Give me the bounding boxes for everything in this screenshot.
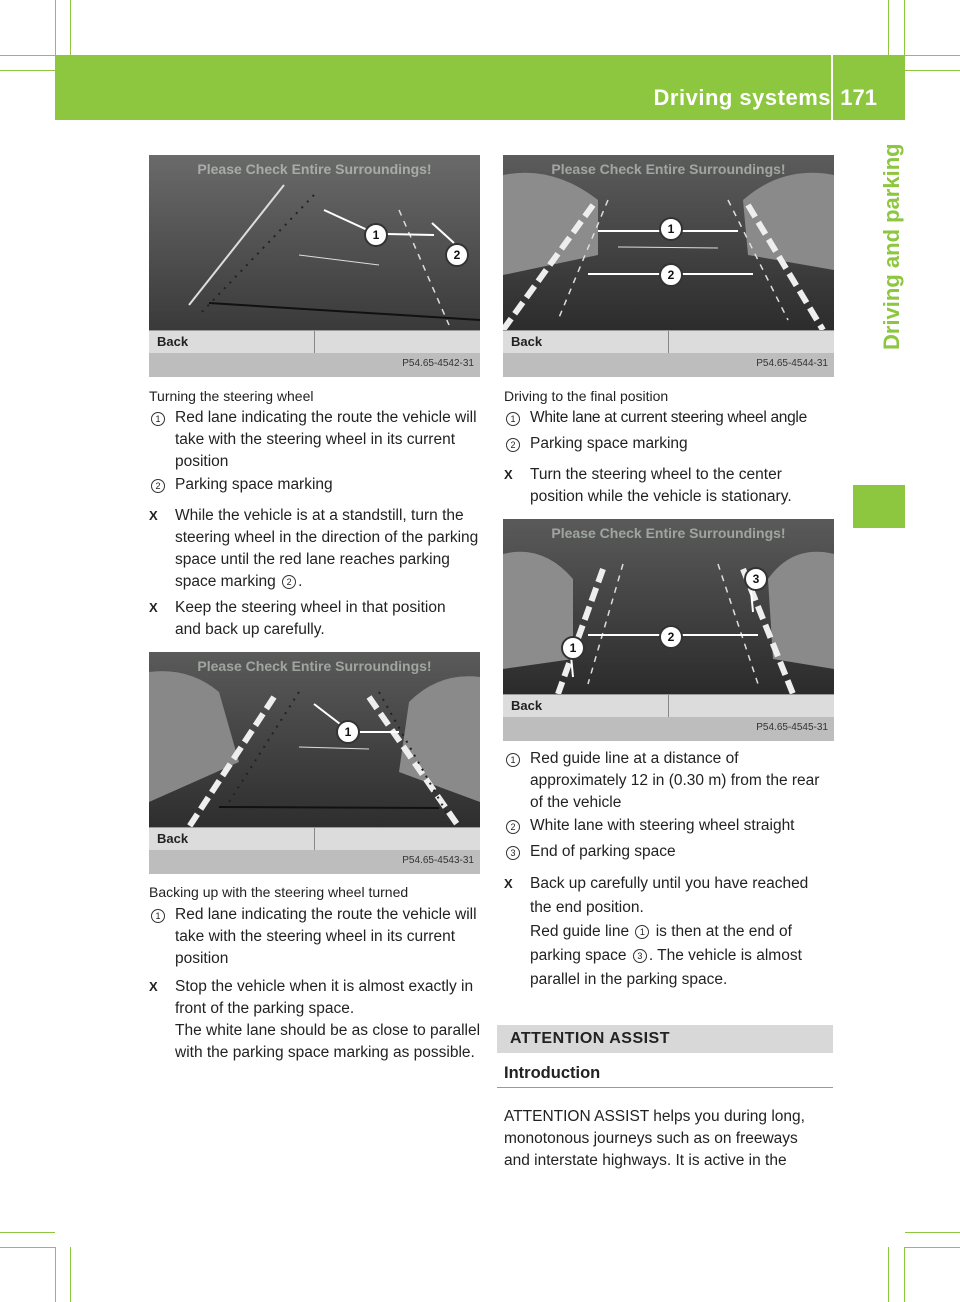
image-code: P54.65-4543-31 (402, 855, 474, 866)
step-text: Keep the steering wheel in that position and back up carefully. (175, 599, 446, 638)
callout-1: 1 (364, 223, 388, 247)
legend-text: Red lane indicating the route the vehicle will take with the steering wheel in its current position (175, 906, 477, 967)
header-divider (831, 55, 833, 120)
legend-number-icon: 2 (506, 438, 520, 452)
subheading: Introduction (504, 1064, 601, 1082)
legend-number-icon: 2 (151, 479, 165, 493)
step-text-part: The white lane should be as close to parallel with the parking space marking as possible. (175, 1022, 481, 1061)
step-arrow-icon: X (504, 467, 513, 482)
header-title: Driving systems (653, 85, 831, 110)
step-arrow-icon: X (149, 600, 158, 615)
crop-mark (888, 0, 889, 55)
legend-text: White lane with steering wheel straight (530, 817, 795, 834)
back-button[interactable]: Back (157, 831, 189, 846)
legend-text: End of parking space (530, 843, 676, 860)
step-text (530, 872, 830, 992)
legend-number-icon: 1 (506, 753, 520, 767)
subheading-rule (497, 1087, 833, 1088)
camera-screen (503, 519, 834, 741)
crop-mark (55, 0, 56, 55)
camera-screen (149, 652, 480, 874)
legend-number-icon: 1 (151, 909, 165, 923)
back-button[interactable]: Back (511, 334, 543, 349)
camera-warning: Please Check Entire Surroundings! (551, 525, 786, 541)
callout-1: 1 (561, 636, 585, 660)
crop-mark (905, 1232, 960, 1233)
crop-mark (0, 1232, 55, 1233)
crop-mark (0, 55, 55, 56)
step-text-part: While the vehicle is at a standstill, turn the steering wheel in the direction of the parking space until the red lane reaches parking space marking (175, 507, 479, 590)
figure-caption: Turning the steering wheel (149, 388, 314, 404)
figure-caption: Backing up with the steering wheel turned (149, 884, 409, 900)
step-arrow-icon: X (504, 876, 513, 891)
legend-text: Red lane indicating the route the vehicle will take with the steering wheel in its current position (175, 409, 477, 470)
side-tab-label: Driving and parking (879, 143, 904, 350)
step-text-part: Red guide line (530, 923, 630, 940)
page-header (55, 55, 905, 120)
image-code: P54.65-4542-31 (402, 358, 474, 369)
back-divider (668, 331, 669, 353)
crop-mark (0, 1247, 55, 1248)
callout-2: 2 (659, 263, 683, 287)
ref-number-icon: 3 (633, 949, 647, 963)
callout-2: 2 (659, 625, 683, 649)
crop-mark (888, 1247, 889, 1302)
image-code-bar (149, 353, 480, 377)
step-text (175, 505, 485, 593)
camera-screen (149, 155, 480, 377)
image-code: P54.65-4545-31 (756, 722, 828, 733)
back-bar (503, 330, 834, 353)
back-button[interactable]: Back (511, 698, 543, 713)
step-text-part: Stop the vehicle when it is almost exactly in front of the parking space. (175, 978, 474, 1017)
legend-number-icon: 1 (506, 412, 520, 426)
camera-view (503, 155, 834, 330)
crop-mark (70, 1247, 71, 1302)
callout-1: 1 (659, 217, 683, 241)
image-code-bar (503, 717, 834, 741)
legend-text: Parking space marking (175, 476, 333, 493)
side-tab-marker (853, 485, 905, 528)
image-code-bar (149, 850, 480, 874)
camera-warning: Please Check Entire Surroundings! (197, 658, 432, 674)
back-divider (314, 828, 315, 850)
step-text-part: . (298, 573, 303, 590)
back-button[interactable]: Back (157, 334, 189, 349)
camera-view (503, 519, 834, 694)
back-bar (149, 827, 480, 850)
ref-number-icon: 1 (635, 925, 649, 939)
intro-paragraph: ATTENTION ASSIST helps you during long, monotonous journeys such as on freeways and interstate highways. It is active in the (504, 1108, 805, 1169)
step-arrow-icon: X (149, 508, 158, 523)
step-text-part: . The vehicle is almost parallel in the parking space. (530, 947, 802, 988)
legend-number-icon: 1 (151, 412, 165, 426)
step-text: Turn the steering wheel to the center position while the vehicle is stationary. (530, 466, 792, 505)
crop-mark (905, 55, 960, 56)
image-code: P54.65-4544-31 (756, 358, 828, 369)
camera-warning: Please Check Entire Surroundings! (551, 161, 786, 177)
crop-mark (0, 70, 55, 71)
step-text (175, 976, 485, 1064)
back-bar (149, 330, 480, 353)
back-divider (668, 695, 669, 717)
step-arrow-icon: X (149, 979, 158, 994)
legend-number-icon: 3 (506, 846, 520, 860)
section-title: ATTENTION ASSIST (510, 1030, 670, 1047)
legend-text: Red guide line at a distance of approximately 12 in (0.30 m) from the rear of the vehicle (530, 750, 820, 811)
section-heading-bar (497, 1025, 833, 1053)
step-text-part: is then at the end of parking space (530, 923, 792, 964)
figure-caption: Driving to the final position (504, 388, 669, 404)
page-number: 171 (840, 85, 877, 110)
crop-mark (55, 1247, 56, 1302)
callout-3: 3 (744, 567, 768, 591)
legend-text: White lane at current steering wheel angle (530, 409, 807, 426)
image-code-bar (503, 353, 834, 377)
back-bar (503, 694, 834, 717)
ref-number-icon: 2 (282, 575, 296, 589)
camera-view (149, 155, 480, 330)
crop-mark (904, 0, 905, 55)
camera-screen (503, 155, 834, 377)
crop-mark (905, 70, 960, 71)
legend-number-icon: 2 (506, 820, 520, 834)
camera-warning: Please Check Entire Surroundings! (197, 161, 432, 177)
back-divider (314, 331, 315, 353)
callout-1: 1 (336, 720, 360, 744)
crop-mark (904, 1247, 905, 1302)
crop-mark (70, 0, 71, 55)
camera-view (149, 652, 480, 827)
step-text-part: Back up carefully until you have reached the end position. (530, 875, 809, 916)
crop-mark (905, 1247, 960, 1248)
callout-2: 2 (445, 243, 469, 267)
legend-text: Parking space marking (530, 435, 688, 452)
